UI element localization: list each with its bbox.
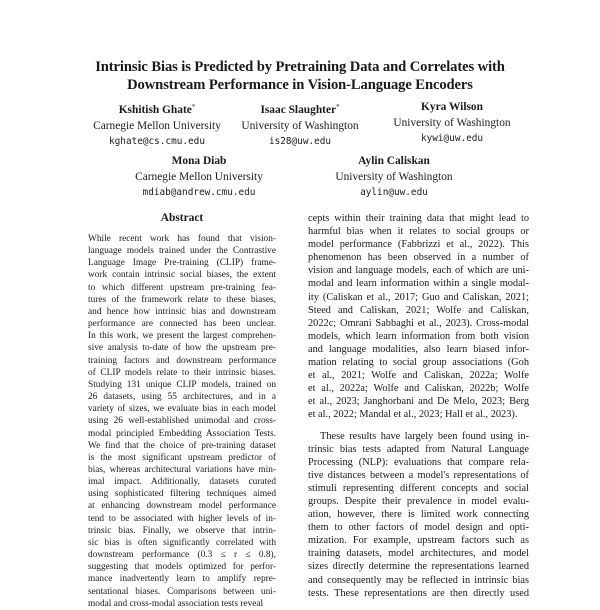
author-name: Kyra Wilson — [421, 101, 483, 113]
author-affiliation: University of Washington — [241, 119, 359, 132]
body-line: harmful bias when it relates to social groups or — [308, 226, 529, 238]
body-line: mization. For example, upstream factors such as — [308, 535, 529, 547]
body-line: training datasets, model architectures, and model — [308, 548, 529, 560]
abstract-line: of CLIP models relate to their intrinsic biases. — [88, 367, 276, 378]
equal-contribution-mark: * — [336, 103, 340, 111]
body-line: them to other factors of model design and opti- — [308, 522, 529, 534]
paper-title — [60, 58, 540, 94]
body-line: sizes directly determine the representations learned — [308, 561, 529, 573]
abstract-line: tures of the framework relate to these biases, — [88, 294, 276, 305]
body-line: et al., 2021; Wolfe and Caliskan, 2022a; Wolfe — [308, 370, 529, 382]
body-line: tests. These representations are then directly used — [308, 587, 529, 599]
abstract-line: imal impact. Additionally, datasets curated — [88, 477, 276, 488]
author-name: Mona Diab — [171, 155, 227, 167]
abstract-line: work contain intrinsic social biases, the extent — [88, 270, 276, 281]
body-line: modal and learn information within a single modal- — [308, 278, 529, 290]
abstract-line: downstream performance (0.3 ≤ r ≤ 0.8), — [88, 550, 276, 561]
abstract-line: tend to be associated with higher levels of in- — [88, 513, 276, 524]
body-line: and consequently may be reflected in intrinsic bias — [308, 574, 529, 586]
body-line: stimuli representing different concepts and social — [308, 482, 529, 494]
abstract-line: at enhancing downstream model performance — [88, 501, 276, 512]
body-line: and language modalities, also learn biased infor- — [308, 343, 529, 355]
author-block — [352, 100, 552, 146]
body-line: et al., 2022a; Wolfe and Caliskan, 2022b; Wolfe — [308, 383, 529, 395]
abstract-line: mance inadvertently learn to amplify repre- — [88, 574, 276, 585]
body-line: ation, however, there is limited work connecting — [308, 509, 529, 521]
body-line: cepts within their training data that might lead to — [308, 213, 529, 224]
author-affiliation: University of Washington — [335, 170, 453, 183]
author-block — [294, 154, 494, 200]
body-line: et al., 2023; Janghorbani and De Melo, 2023; Berg — [308, 396, 529, 408]
abstract-line: sive analysis to-date of how the upstream pre- — [88, 343, 276, 354]
abstract-line: While recent work has found that vision- — [88, 234, 276, 244]
body-paragraph — [308, 430, 529, 600]
body-line: et al., 2022; Mandal et al., 2023; Hall et al., 2023). — [308, 409, 518, 421]
equal-contribution-mark: * — [191, 103, 196, 111]
abstract-line: modal principled Embedding Association Tests. — [88, 428, 276, 439]
author-email: is28@uw.edu — [268, 136, 332, 147]
abstract-heading: Abstract — [160, 212, 204, 224]
body-line: phenomenon has been observed in a number of — [308, 252, 529, 264]
abstract-line: variety of sizes, we evaluate bias in each model — [88, 404, 276, 415]
abstract-body — [88, 233, 276, 610]
body-line: models, which learn information from both vision — [308, 330, 529, 342]
abstract-line: training factors and downstream performance — [88, 355, 276, 366]
body-line: 2022c; Omrani Sabbaghi et al., 2023). Cross-modal — [308, 317, 529, 329]
abstract-line: to which different upstream pre-training fea- — [88, 282, 276, 293]
author-name: Aylin Caliskan — [358, 155, 430, 167]
author-name: Kshitish Ghate* — [118, 103, 196, 116]
abstract-line: suggesting that models optimized for perfor- — [88, 562, 276, 573]
author-affiliation: Carnegie Mellon University — [135, 170, 263, 183]
body-line: Steed and Caliskan, 2021; Wolfe and Caliskan, — [308, 304, 529, 316]
abstract-line: using 26 well-established unimodal and cross- — [88, 416, 276, 427]
author-email: kywi@uw.edu — [420, 133, 484, 144]
body-text-column — [308, 212, 529, 600]
abstract-line: language models trained under the Contrastive — [88, 246, 276, 257]
body-line: ity (Caliskan et al., 2017; Guo and Caliskan, 2021; — [308, 291, 529, 303]
author-affiliation: University of Washington — [393, 116, 511, 129]
title-line-2: Downstream Performance in Vision-Language Encoders — [127, 77, 473, 93]
body-paragraph — [308, 212, 529, 422]
abstract-line: trinsic bias. Finally, we observe that intrin- — [88, 525, 276, 536]
body-line: These results have largely been found using in- — [320, 430, 529, 442]
author-name: Isaac Slaughter* — [260, 103, 340, 116]
abstract-line: sentational biases. Comparisons between uni- — [88, 586, 276, 597]
abstract-line: We find that the choice of pre-training dataset — [88, 440, 276, 451]
author-email: kghate@cs.cmu.edu — [109, 136, 205, 147]
body-line: groups. Despite their prevalence in model evalu- — [308, 495, 529, 507]
abstract-line: using sophisticated filtering techniques aimed — [88, 489, 276, 500]
author-email: mdiab@andrew.cmu.edu — [142, 187, 256, 198]
abstract-line: Studying 131 unique CLIP models, trained on — [88, 379, 276, 390]
body-line: Processing (NLP): evaluations that compare rela- — [308, 456, 529, 468]
abstract-line: modal and cross-modal association tests reveal — [88, 598, 264, 609]
paragraph-gap — [308, 422, 529, 430]
abstract-line: 26 datasets, using 55 architectures, and in a — [88, 392, 276, 403]
abstract-line: performance are connected has been unclear. — [88, 319, 276, 330]
abstract-line: Language Image Pre-training (CLIP) frame- — [88, 258, 276, 269]
author-email: aylin@uw.edu — [360, 187, 428, 198]
abstract-line: and hence how intrinsic bias and downstream — [88, 306, 276, 317]
body-line: vision and language models, each of which are uni- — [308, 265, 529, 277]
abstract-line: sic bias is often significantly correlated with — [88, 537, 276, 548]
body-line: mation relating to social group associations (Goh — [308, 357, 529, 369]
abstract-line: In this work, we present the largest comprehen- — [88, 331, 276, 342]
abstract-line: is the most significant upstream predictor of — [88, 452, 276, 463]
abstract-line: bias, whereas architectural variations have min- — [88, 464, 276, 475]
body-line: trinsic bias tests adapted from Natural Language — [308, 443, 529, 455]
author-block — [99, 154, 299, 200]
author-affiliation: Carnegie Mellon University — [93, 119, 221, 132]
title-line-1: Intrinsic Bias is Predicted by Pretraining Data and Correlates with — [95, 59, 505, 75]
body-line: model performance (Fabbrizzi et al., 2022). This — [308, 239, 529, 251]
body-line: tive distances between a model's representations of — [308, 469, 529, 481]
